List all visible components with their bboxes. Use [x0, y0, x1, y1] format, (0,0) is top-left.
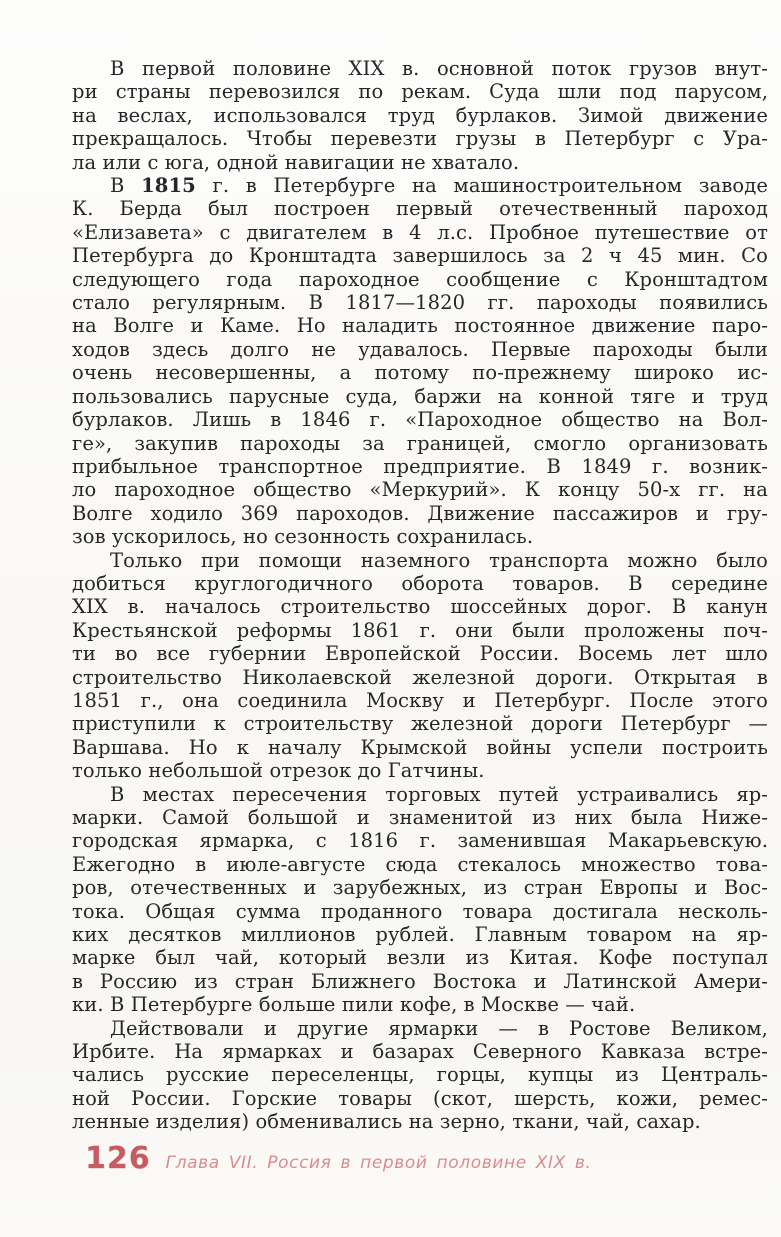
text-line: зов ускорилось, но сезонность сохранилась. — [72, 525, 534, 549]
paragraph — [72, 57, 768, 174]
text-line: приступили к строительству железной дороги Петербург — — [72, 712, 768, 736]
paragraph — [72, 174, 768, 549]
text-line: только небольшой отрезок до Гатчины. — [72, 759, 485, 783]
text-line: 1851 г., она соединила Москву и Петербург. После этого — [72, 688, 768, 712]
text-line: бурлаков. Лишь в 1846 г. «Пароходное общество на Вол- — [72, 408, 768, 432]
text-line: следующего года пароходное сообщение с Кронштадтом — [72, 267, 768, 291]
text-line: ленные изделия) обменивались на зерно, ткани, чай, сахар. — [72, 1110, 701, 1134]
text-line: на Волге и Каме. Но наладить постоянное движение паро- — [72, 314, 768, 338]
text-line: К. Берда был построен первый отечественный пароход — [72, 197, 768, 221]
text-line: прибыльное транспортное предприятие. В 1849 г. возник- — [72, 454, 768, 478]
text-line: ки. В Петербурге больше пили кофе, в Москве — чай. — [72, 993, 636, 1017]
text-line: ров, отечественных и зарубежных, из стран Европы и Вос- — [72, 876, 768, 900]
text-line: ти во все губернии Европейской России. Восемь лет шло — [72, 642, 768, 666]
text-line: пользовались парусные суда, баржи на конной тяге и труд — [72, 384, 768, 408]
text-line: чались русские переселенцы, горцы, купцы из Централь- — [72, 1063, 768, 1087]
text-line: городская ярмарка, с 1816 г. заменившая Макарьевскую. — [72, 829, 768, 853]
text-line: «Елизавета» с двигателем в 4 л.с. Пробное путешествие от — [72, 220, 768, 244]
text-line: В первой половине XIX в. основной поток грузов внут- — [110, 57, 768, 80]
text-line: Только при помощи наземного транспорта можно было — [110, 548, 768, 572]
text-line: очень несовершенны, а потому по-прежнему широко ис- — [72, 361, 768, 385]
paragraph — [72, 549, 768, 783]
text-line: Варшава. Но к началу Крымской войны успели построить — [72, 735, 768, 759]
text-line: ри страны перевозился по рекам. Суда шли под парусом, — [72, 80, 768, 104]
text-line: Петербурга до Кронштадта завершилось за 2 ч 45 мин. Со — [72, 244, 768, 268]
text-line: ходов здесь долго не удавалось. Первые пароходы были — [72, 337, 768, 361]
text-line: добиться круглогодичного оборота товаров. В середине — [72, 571, 768, 595]
text-line: строительство Николаевской железной дороги. Открытая в — [72, 665, 768, 689]
text-line: XIX в. началось строительство шоссейных дорог. В канун — [72, 595, 768, 619]
text-line: ло пароходное общество «Меркурий». К концу 50-х гг. на — [72, 478, 768, 502]
text-line: Крестьянской реформы 1861 г. они были проложены поч- — [72, 618, 768, 642]
text-line: Ежегодно в июле-августе сюда стекалось множество това- — [72, 852, 768, 876]
text-line: ла или с юга, одной навигации не хватало. — [72, 150, 520, 174]
page-footer — [85, 1141, 592, 1176]
paragraph — [72, 1017, 768, 1134]
text-line: стало регулярным. В 1817—1820 гг. пароходы появились — [72, 291, 768, 315]
text-line: Волге ходило 369 пароходов. Движение пассажиров и гру- — [72, 501, 768, 525]
body-text — [72, 57, 768, 1134]
text-line: в Россию из стран Ближнего Востока и Латинской Амери- — [72, 969, 768, 993]
chapter-running-title: Глава VII. Россия в первой половине XIX в. — [165, 1153, 592, 1173]
page-number: 126 — [85, 1141, 151, 1176]
text-line: ких десятков миллионов рублей. Главным товаром на яр- — [72, 923, 768, 947]
text-line: Ирбите. На ярмарках и базарах Северного Кавказа встре- — [72, 1040, 768, 1064]
paragraph — [72, 783, 768, 1017]
text-line: В местах пересечения торговых путей устраивались яр- — [110, 782, 768, 806]
text-line: тока. Общая сумма проданного товара достигала несколь- — [72, 899, 768, 923]
text-line: ной России. Горские товары (скот, шерсть, кожи, ремес- — [72, 1086, 768, 1110]
text-line: марки. Самой большой и знаменитой из них была Ниже- — [72, 806, 768, 829]
text-line: марке был чай, который везли из Китая. Кофе поступал — [72, 946, 768, 970]
text-line: В 1815 г. в Петербурге на машиностроительном заводе — [110, 174, 768, 198]
text-line: ге», закупив пароходы за границей, смогло организовать — [72, 431, 768, 455]
text-line: прекращалось. Чтобы перевезти грузы в Петербург с Ура- — [72, 127, 768, 151]
text-line: на веслах, использовался труд бурлаков. Зимой движение — [72, 103, 768, 127]
text-line: Действовали и другие ярмарки — в Ростове Великом, — [110, 1016, 768, 1040]
